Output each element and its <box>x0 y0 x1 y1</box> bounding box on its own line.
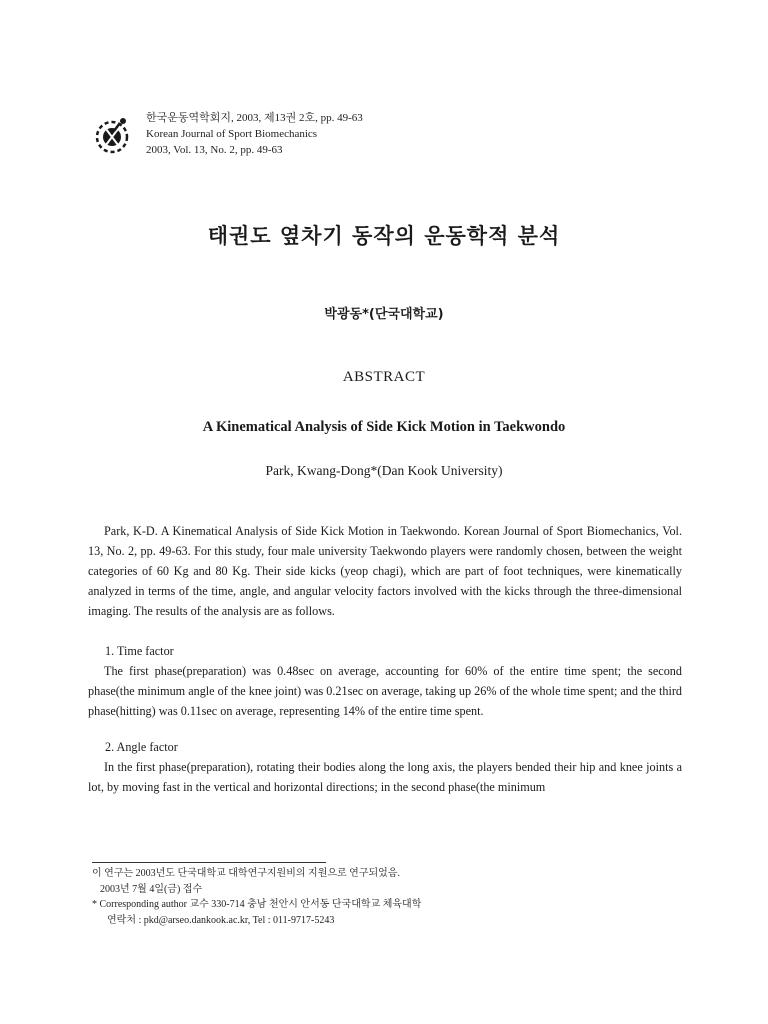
journal-name: Korean Journal of Sport Biomechanics <box>146 128 318 140</box>
author-en: Park, Kwang-Dong*(Dan Kook University) <box>265 463 503 478</box>
abstract-heading: ABSTRACT <box>342 369 426 385</box>
footnote-received: 2003년 7월 4일(금) 접수 <box>100 883 203 895</box>
footnote-divider <box>92 862 326 863</box>
abstract-body <box>88 521 682 621</box>
footnote-funding: 이 연구는 2003년도 단국대학교 대학연구지원비의 지원으로 연구되었음. <box>92 868 400 879</box>
footnotes <box>92 866 421 928</box>
society-logo-icon <box>92 114 132 158</box>
journal-citation-block <box>146 110 363 158</box>
paper-title-en: A Kinematical Analysis of Side Kick Motion in Taekwondo <box>202 419 566 435</box>
paper-title-ko: 태권도 옆차기 동작의 운동학적 분석 <box>207 224 561 248</box>
section-heading: 1. Time factor <box>105 644 174 658</box>
abstract-paragraph: Park, K-D. A Kinematical Analysis of Side Kick Motion in Taekwondo. Korean Journal of Sport Biomechanics, Vol. 13, No. 2, pp. 49-63. For this study, four male university Taekwondo players were randomly chosen, between the weight categories of 60 Kg and 80 Kg. Their side kicks (yeop chagi), which are part of foot techniques, were kinematically analyzed in terms of the time, angle, and angular velocity factors involved with the kicks through the three-dimensional imaging. The results of the analysis are as follows. <box>88 524 682 618</box>
journal-header <box>92 110 363 158</box>
citation-en: 2003, Vol. 13, No. 2, pp. 49-63 <box>146 144 283 156</box>
section-text: In the first phase(preparation), rotating their bodies along the long axis, the players bended their hip and knee joints a lot, by moving fast in the vertical and horizontal directions; in the second phase(the minimum <box>88 760 682 794</box>
footnote-corresponding: * Corresponding author 교수 330-714 충남 천안시 안서동 단국대학교 체육대학 <box>92 899 422 910</box>
citation-ko: 한국운동역학회지, 2003, 제13권 2호, pp. 49-63 <box>146 112 363 124</box>
author-ko: 박광동*(단국대학교) <box>324 307 444 322</box>
footnote-contact: 연락처 : pkd@arseo.dankook.ac.kr, Tel : 011-9717-5243 <box>107 914 335 926</box>
section-text: The first phase(preparation) was 0.48sec on average, accounting for 60% of the entire time spent; the second phase(the minimum angle of the knee joint) was 0.21sec on average, taking up 26% of the whole time spent; and the third phase(hitting) was 0.11sec on average, representing 14% of the entire time spent. <box>88 664 682 718</box>
section-time-factor <box>88 641 682 721</box>
section-heading: 2. Angle factor <box>105 740 178 754</box>
section-angle-factor <box>88 737 682 797</box>
